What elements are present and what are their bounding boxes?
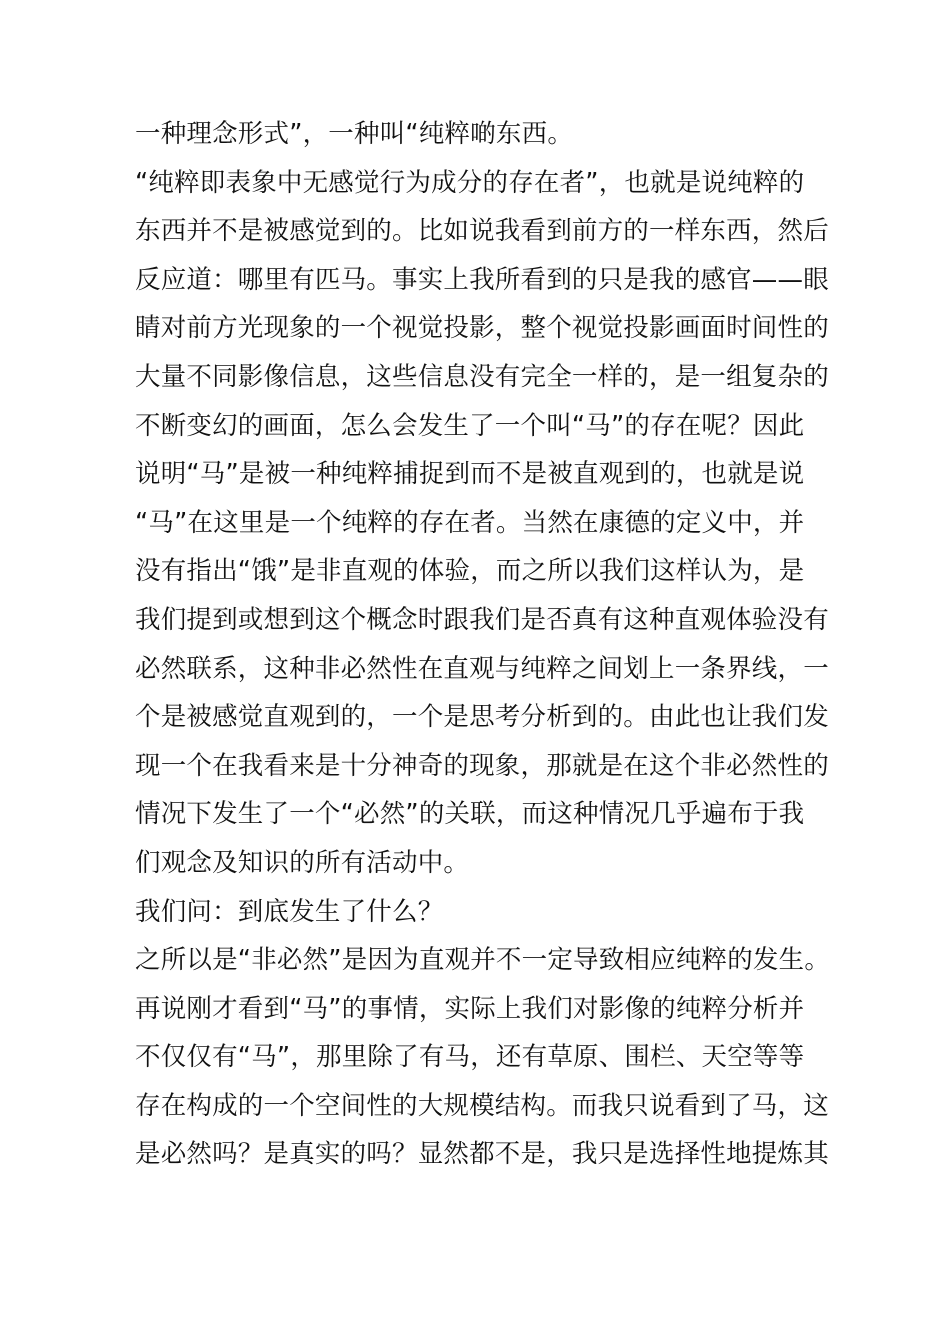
text-line: 一种理念形式”，一种叫“纯粹啲东西。 [135, 119, 574, 149]
text-line: 反应道：哪里有匹马。事实上我所看到的只是我的感官——眼 [135, 264, 829, 295]
text-line: 情况下发生了一个“必然”的关联，而这种情况几乎遍布于我 [135, 799, 805, 830]
text-line: “纯粹即表象中无感觉行为成分的存在者”，也就是说纯粹的 [135, 167, 805, 198]
text-line: 再说刚才看到“马”的事情，实际上我们对影像的纯粹分析并 [135, 993, 805, 1024]
text-line: 没有指出“饿”是非直观的体验，而之所以我们这样认为，是 [135, 556, 805, 587]
text-line: 东西并不是被感觉到的。比如说我看到前方的一样东西，然后 [135, 216, 829, 247]
text-line: 说明“马”是被一种纯粹捕捉到而不是被直观到的，也就是说 [135, 459, 805, 490]
text-line: 存在构成的一个空间性的大规模结构。而我只说看到了马，这 [135, 1090, 829, 1121]
text-line: 必然联系，这种非必然性在直观与纯粹之间划上一条界线，一 [135, 653, 829, 684]
text-line: 不断变幻的画面，怎么会发生了一个叫“马”的存在呢？因此 [135, 410, 805, 441]
text-line: 们观念及知识的所有活动中。 [135, 847, 470, 878]
text-line: “马”在这里是一个纯粹的存在者。当然在康德的定义中，并 [135, 507, 805, 538]
text-line: 我们提到或想到这个概念时跟我们是否真有这种直观体验没有 [135, 604, 829, 635]
text-line: 现一个在我看来是十分神奇的现象，那就是在这个非必然性的 [135, 750, 829, 781]
text-line: 个是被感觉直观到的，一个是思考分析到的。由此也让我们发 [135, 702, 829, 733]
text-line: 睛对前方光现象的一个视觉投影，整个视觉投影画面时间性的 [135, 313, 829, 344]
text-line: 是必然吗？是真实的吗？显然都不是，我只是选择性地提炼其 [135, 1139, 829, 1170]
text-line: 之所以是“非必然”是因为直观并不一定导致相应纯粹的发生。 [135, 945, 831, 976]
text-line: 我们问：到底发生了什么？ [135, 896, 444, 927]
text-line: 大量不同影像信息，这些信息没有完全一样的，是一组复杂的 [135, 361, 829, 392]
body-text [135, 110, 835, 1179]
text-line: 不仅仅有“马”，那里除了有马，还有草原、围栏、天空等等 [135, 1042, 805, 1073]
